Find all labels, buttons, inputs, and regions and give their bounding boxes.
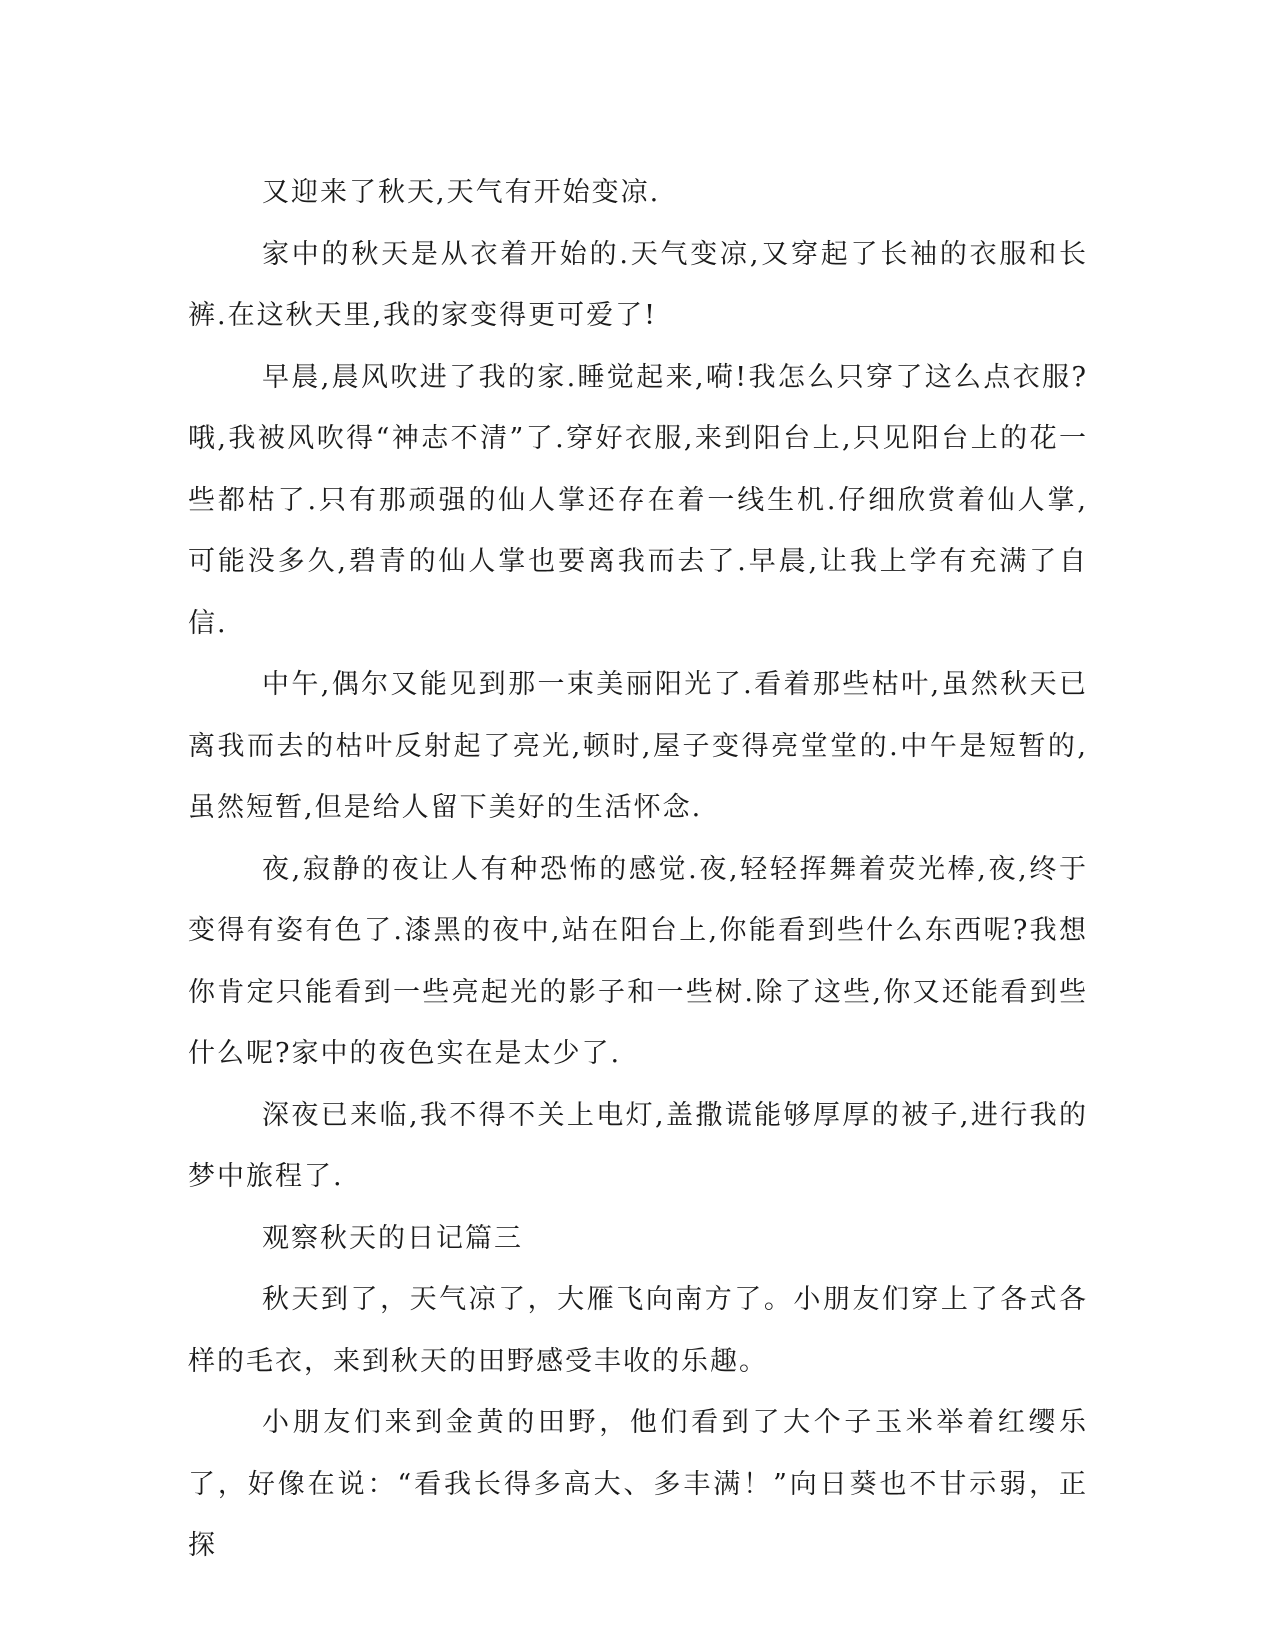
document-body [188,162,1088,1577]
paragraph-8: 小朋友们来到金黄的田野，他们看到了大个子玉米举着红缨乐了，好像在说：“看我长得多高大、多丰满！”向日葵也不甘示弱，正探 [188,1407,1088,1561]
paragraph-6: 深夜已来临,我不得不关上电灯,盖撒谎能够厚厚的被子,进行我的梦中旅程了. [188,1099,1088,1192]
paragraph-5: 夜,寂静的夜让人有种恐怖的感觉.夜,轻轻挥舞着荧光棒,夜,终于变得有姿有色了.漆黑的夜中,站在阳台上,你能看到些什么东西呢?我想你肯定只能看到一些亮起光的影子和一些树.除了这些,你又还能看到些什么呢?家中的夜色实在是太少了. [188,853,1088,1069]
section-heading: 观察秋天的日记篇三 [262,1222,523,1254]
paragraph-4: 中午,偶尔又能见到那一束美丽阳光了.看着那些枯叶,虽然秋天已离我而去的枯叶反射起了亮光,顿时,屋子变得亮堂堂的.中午是短暂的,虽然短暂,但是给人留下美好的生活怀念. [188,669,1088,823]
paragraph-1: 又迎来了秋天,天气有开始变凉. [262,177,661,208]
paragraph-3: 早晨,晨风吹进了我的家.睡觉起来,嗬!我怎么只穿了这么点衣服?哦,我被风吹得“神志不清”了.穿好衣服,来到阳台上,只见阳台上的花一些都枯了.只有那顽强的仙人掌还存在着一线生机.仔细欣赏着仙人掌,可能没多久,碧青的仙人掌也要离我而去了.早晨,让我上学有充满了自信. [188,361,1088,639]
paragraph-7: 秋天到了，天气凉了，大雁飞向南方了。小朋友们穿上了各式各样的毛衣，来到秋天的田野感受丰收的乐趣。 [188,1284,1088,1377]
paragraph-2: 家中的秋天是从衣着开始的.天气变凉,又穿起了长袖的衣服和长裤.在这秋天里,我的家变得更可爱了! [188,238,1088,331]
